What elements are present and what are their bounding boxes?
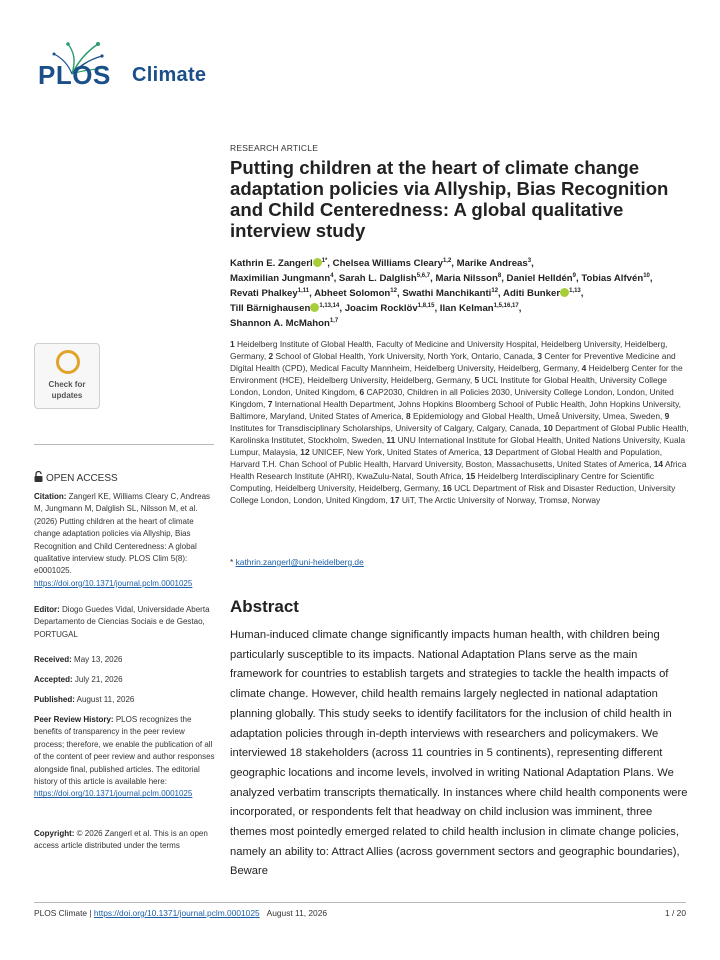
footer-doi-link[interactable]: https://doi.org/10.1371/journal.pclm.0001025	[93, 908, 260, 918]
correspondence-marker: *	[230, 557, 234, 567]
affiliation-number: 2	[268, 351, 274, 361]
open-access-text: OPEN ACCESS	[46, 473, 118, 484]
check-for-updates-button[interactable]	[34, 343, 100, 409]
author-list: Kathrin E. Zangerl $^{1*}$, Chelsea Williams Cleary$^{1,2}$, Marike Andreas$^3$, Maximilian Jungmann$^4$, Sarah L. Dalglish$^{5,6,7}$, Maria Nilsson$^8$, Daniel Helldén$^9$, Tobias Alfvén$^{10}$, Revati Phalkey$^{1,11}$, Abheet Solomon$^{12}$, Swathi Manchikanti$^{12}$, Aditi Bunker $^{1,13}$, Till Bärnighausen $^{1,13,14}$, Joacim Rocklöv$^{1,8,15}$, Ilan Kelman$^{1,5,16,17}$, Shannon A. McMahon$^{1,7}$	[230, 258, 653, 329]
author-name: Swathi Manchikanti	[402, 288, 492, 299]
footer-journal: PLOS Climate	[34, 908, 88, 918]
author-name: Chelsea Williams Cleary	[332, 258, 443, 269]
editor-text: Diogo Guedes Vidal, Universidade Aberta Departamento de Ciencias Sociais e de Gestao, PORTUGAL	[34, 605, 210, 639]
author-name: Maximilian Jungmann	[230, 273, 331, 284]
author-name: Tobias Alfvén	[581, 273, 644, 284]
affiliation-number: 5	[474, 375, 480, 385]
author-item	[230, 318, 338, 329]
author-name: Aditi Bunker	[503, 288, 561, 299]
author-item	[345, 303, 435, 314]
author-item	[581, 273, 650, 284]
accepted-label: Accepted:	[34, 675, 73, 684]
author-affiliation-ref: 1,7	[329, 318, 339, 324]
author-affiliation-ref: 10	[643, 273, 650, 279]
author-name: Maria Nilsson	[435, 273, 498, 284]
page-number: 1 / 20	[665, 908, 686, 918]
author-affiliation-ref: 5,6,7	[416, 273, 431, 279]
affiliation-text: Heidelberg Center for the Environment (HCE), Heidelberg University, Heidelberg, Germany,	[230, 363, 683, 385]
author-name: Joacim Rocklöv	[344, 303, 418, 314]
accepted-date: July 21, 2026	[74, 675, 123, 684]
author-affiliation-ref: 1,13,14	[319, 303, 340, 309]
affiliation-number: 1	[230, 339, 235, 349]
author-item	[230, 258, 327, 269]
affiliation-text: International Health Department, Johns Hopkins Bloomberg School of Public Health, John Hopkins University, Baltimore, Maryland, United States of America,	[230, 399, 681, 421]
orcid-icon[interactable]	[560, 288, 569, 297]
affiliation-text: UCL Institute for Global Health, University College London, London, United Kingdom,	[230, 375, 667, 397]
copyright-block	[34, 828, 216, 853]
logo-plos-text: PLOS	[38, 60, 111, 90]
affiliation-number: 17	[390, 495, 400, 505]
published-label: Published:	[34, 695, 75, 704]
accepted-block	[34, 674, 216, 686]
affiliation-text: UNU International Institute for Global Health, United Nations University, Kuala Lumpur, Malaysia,	[230, 435, 686, 457]
affiliation-number: 3	[537, 351, 543, 361]
author-item	[230, 303, 339, 314]
author-affiliation-ref: 1,11	[297, 288, 310, 294]
open-lock-icon	[34, 471, 43, 482]
affiliation-number: 4	[581, 363, 587, 373]
affiliation-number: 6	[359, 387, 365, 397]
peer-review-label: Peer Review History:	[34, 715, 114, 724]
author-name: Daniel Helldén	[506, 273, 573, 284]
author-item	[339, 273, 430, 284]
affiliation-text: Institutes for Transdisciplinary Scholarships, University of Calgary, Calgary, Canada,	[230, 423, 544, 433]
correspondence-email-link[interactable]: kathrin.zangerl@uni-heidelberg.de	[235, 557, 364, 567]
affiliation-number: 8	[405, 411, 411, 421]
author-name: Ilan Kelman	[439, 303, 494, 314]
check-updates-line1: Check for	[48, 380, 86, 389]
author-name: Marike Andreas	[456, 258, 528, 269]
footer-divider	[34, 902, 686, 903]
author-name: Kathrin E. Zangerl	[230, 258, 313, 269]
author-item	[230, 273, 334, 284]
affiliation-text: Center for Preventive Medicine and Digital Health (CPD), Medical Faculty Mannheim, Heidelberg University, Heidelberg, Germany,	[230, 351, 676, 373]
affiliation-text: Epidemiology and Global Health, Umeå University, Umea, Sweden,	[410, 411, 665, 421]
published-block	[34, 694, 216, 706]
footer-separator: |	[87, 908, 94, 918]
author-affiliation-ref: 8	[497, 273, 502, 279]
affiliation-text: CAP2030, Children in all Policies 2030, University College London, London, United Kingdom,	[230, 387, 674, 409]
orcid-icon[interactable]	[310, 303, 319, 312]
citation-doi-link[interactable]: https://doi.org/10.1371/journal.pclm.0001025	[34, 578, 193, 588]
received-block	[34, 654, 216, 666]
abstract-heading: Abstract	[230, 597, 299, 616]
affiliation-text: Heidelberg Interdisciplinary Centre for Scientific Computing, Heidelberg University, Heidelberg, Germany,	[230, 471, 655, 493]
affiliation-number: 15	[466, 471, 476, 481]
author-item	[440, 303, 519, 314]
check-updates-icon	[56, 350, 80, 374]
author-affiliation-ref: 4	[330, 273, 334, 279]
author-name: Sarah L. Dalglish	[338, 273, 417, 284]
correspondence	[230, 557, 364, 567]
author-name: Revati Phalkey	[230, 288, 298, 299]
affiliation-text: Heidelberg Institute of Global Health, Faculty of Medicine and University Hospital, Heidelberg University, Heidelberg, Germany,	[230, 339, 668, 361]
author-item	[435, 273, 501, 284]
check-updates-line2: updates	[51, 391, 83, 400]
footer-citation	[34, 908, 327, 918]
author-item	[507, 273, 576, 284]
peer-review-link[interactable]: https://doi.org/10.1371/journal.pclm.0001025	[34, 789, 193, 799]
left-divider	[34, 444, 214, 445]
affiliation-number: 14	[653, 459, 664, 469]
affiliation-number: 12	[300, 447, 310, 457]
author-item	[333, 258, 452, 269]
affiliation-text: UCL Department of Risk and Disaster Reduction, University College London, London, United Kingdom,	[230, 483, 676, 505]
author-affiliation-ref: 1,2	[442, 258, 452, 264]
author-affiliation-ref: 12	[491, 288, 499, 294]
affiliation-text: UNICEF, New York, United States of America,	[309, 447, 484, 457]
citation-text: Zangerl KE, Williams Cleary C, Andreas M, Jungmann M, Dalglish SL, Nilsson M, et al. (2026) Putting children at the heart of climate change adaptation policies via Allyship, Bias Recognition and Child Centeredness: A global qualitative interview study. PLOS Clim 5(8): e0001025.	[34, 492, 211, 576]
article-type: RESEARCH ARTICLE	[230, 143, 319, 153]
author-item	[503, 288, 581, 299]
author-item	[230, 288, 309, 299]
affiliation-number: 13	[483, 447, 494, 457]
copyright-label: Copyright:	[34, 829, 75, 838]
editor-block	[34, 604, 216, 641]
plos-climate-logo[interactable]	[36, 40, 236, 100]
author-item	[457, 258, 531, 269]
affiliation-number: 16	[442, 483, 452, 493]
citation-block	[34, 491, 216, 590]
open-access-label	[34, 471, 118, 484]
published-date: August 11, 2026	[76, 695, 135, 704]
author-item	[314, 288, 397, 299]
received-label: Received:	[34, 655, 72, 664]
author-affiliation-ref: 9	[572, 273, 576, 279]
orcid-icon[interactable]	[313, 258, 322, 267]
affiliation-text: School of Global Health, York University, North York, Ontario, Canada,	[273, 351, 538, 361]
author-name: Abheet Solomon	[314, 288, 391, 299]
author-affiliation-ref: 3	[527, 258, 532, 264]
copyright-text: © 2026 Zangerl et al. This is an open access article distributed under the terms	[34, 829, 208, 851]
citation-label: Citation:	[34, 492, 67, 501]
peer-review-block	[34, 714, 216, 801]
author-name: Shannon A. McMahon	[230, 318, 330, 329]
footer-date: August 11, 2026	[266, 908, 328, 918]
received-date: May 13, 2026	[74, 655, 123, 664]
article-title: Putting children at the heart of climate change adaptation policies via Allyship, Bias Recognition and Child Centeredness: A global qualitative interview study	[230, 157, 669, 241]
author-affiliation-ref: 1*	[321, 258, 328, 264]
logo-journal-text: Climate	[132, 64, 207, 86]
affiliations	[230, 338, 692, 506]
author-name: Till Bärnighausen	[230, 303, 311, 314]
author-affiliation-ref: 1,13	[569, 288, 581, 294]
affiliation-text: Africa Health Research Institute (AHRI), KwaZulu-Natal, South Africa,	[230, 459, 687, 481]
affiliation-number: 7	[267, 399, 273, 409]
editor-label: Editor:	[34, 605, 60, 614]
affiliation-number: 11	[386, 435, 396, 445]
affiliation-text: Department of Global Public Health, Karolinska Institutet, Stockholm, Sweden,	[230, 423, 689, 445]
affiliation-text: Department of Global Health and Population, Harvard T.H. Chan School of Public Health, Harvard University, Boston, Massachusetts, United States of America,	[230, 447, 663, 469]
peer-review-text: PLOS recognizes the benefits of transparency in the peer review process; therefore, we enable the publication of all of the content of peer review and author responses alongside final, published articles. The editorial history of this article is available here:	[34, 715, 215, 787]
abstract-text: Human-induced climate change significantly impacts human health, with children being particularly susceptible to its impacts. National Adaptation Plans serve as the main framework for countries to establish targets and strategies to tackle the health impacts of climate change. However, child health remains largely neglected in national adaptation planning globally. This study seeks to identify facilitators for the inclusion of child health in adaptation policies through in-depth interviews with researchers and policymakers. We interviewed 18 stakeholders (across 11 countries in 5 continents), representing different geographic locations and income levels, involved in writing National Adaptation Plans. We analyzed verbatim transcripts thematically. In instances where child health components were incorporated, or respondents felt that headway on child inclusion was imminent, three themes most pointedly emerged related to child health inclusion in climate change policies, namely an ability to: Attract Allies (across government sectors and geographic boundaries), Beware	[230, 629, 688, 878]
affiliation-number: 9	[664, 411, 670, 421]
author-affiliation-ref: 12	[390, 288, 397, 294]
affiliation-text: UiT, The Arctic University of Norway, Tromsø, Norway	[399, 495, 601, 505]
author-item	[402, 288, 498, 299]
author-affiliation-ref: 1,5,16,17	[493, 303, 519, 309]
author-affiliation-ref: 1,8,15	[417, 303, 435, 309]
affiliation-number: 10	[543, 423, 553, 433]
